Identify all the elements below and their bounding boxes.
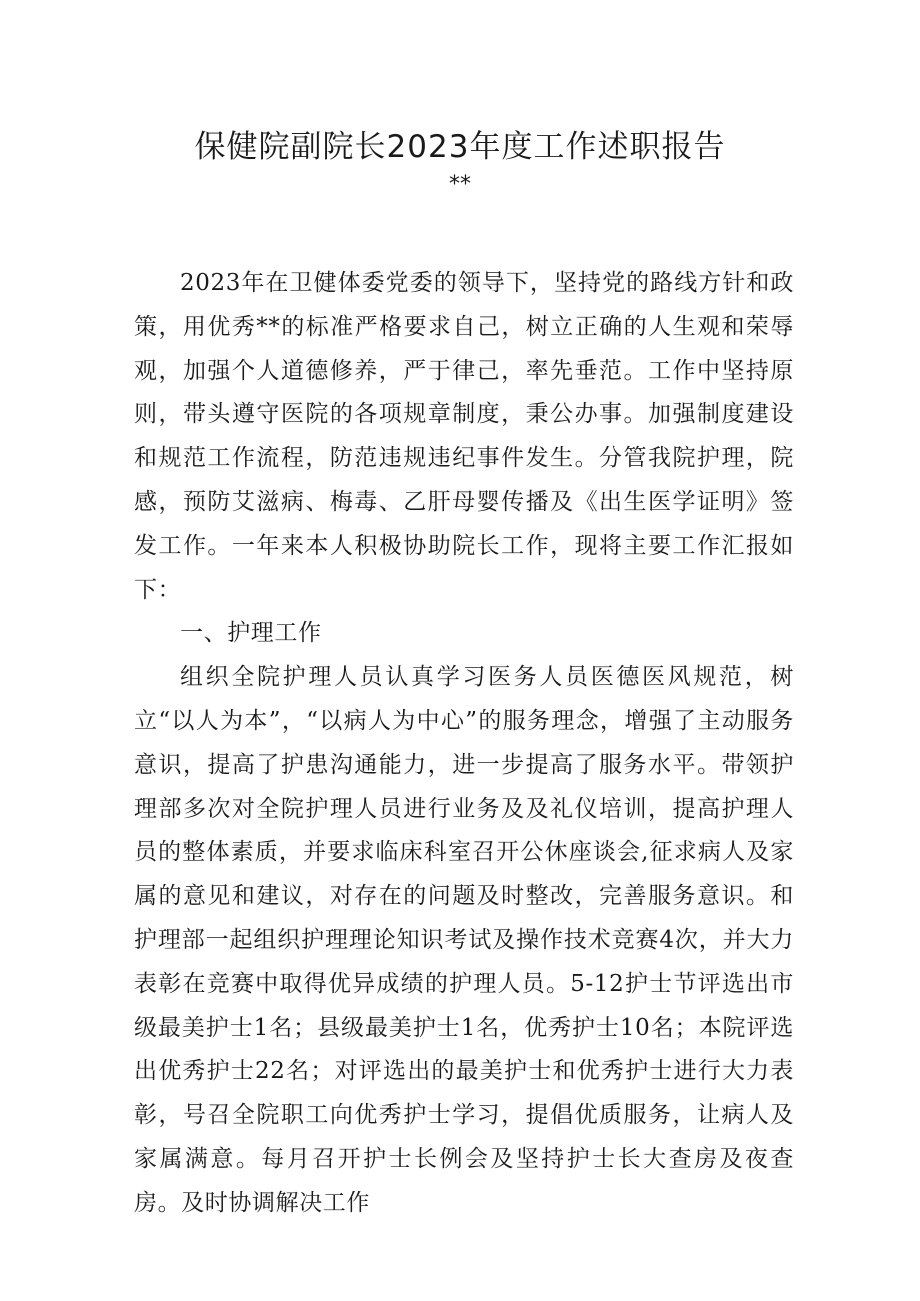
section-heading-nursing: 一、护理工作 <box>180 620 322 647</box>
document-body <box>134 262 794 1226</box>
document-title: 保健院副院长2023年度工作述职报告 <box>194 129 726 165</box>
document-author: ** <box>449 172 471 197</box>
nursing-paragraph: 组织全院护理人员认真学习医务人员医德医风规范，树立“以人为本”，“以病人为中心”的服务理念，增强了主动服务意识，提高了护患沟通能力，进一步提高了服务水平。带领护理部多次对全院护理人员进行业务及及礼仪培训，提高护理人员的整体素质，并要求临床科室召开公休座谈会,征求病人及家属的意见和建议，对存在的问题及时整改，完善服务意识。和护理部一起组织护理理论知识考试及操作技术竞赛4次，并大力表彰在竞赛中取得优异成绩的护理人员。5-12护士节评选出市级最美护士1名；县级最美护士1名，优秀护士10名；本院评选出优秀护士22名；对评选出的最美护士和优秀护士进行大力表彰，号召全院职工向优秀护士学习，提倡优质服务，让病人及家属满意。每月召开护士长例会及坚持护士长大查房及夜查房。及时协调解决工作 <box>134 664 794 1216</box>
intro-paragraph: 2023年在卫健体委党委的领导下，坚持党的路线方针和政策，用优秀**的标准严格要求自己，树立正确的人生观和荣辱观，加强个人道德修养，严于律己，率先垂范。工作中坚持原则，带头遵守医院的各项规章制度，秉公办事。加强制度建设和规范工作流程，防范违规违纪事件发生。分管我院护理，院感，预防艾滋病、梅毒、乙肝母婴传播及《出生医学证明》签发工作。一年来本人积极协助院长工作，现将主要工作汇报如下： <box>134 270 794 603</box>
